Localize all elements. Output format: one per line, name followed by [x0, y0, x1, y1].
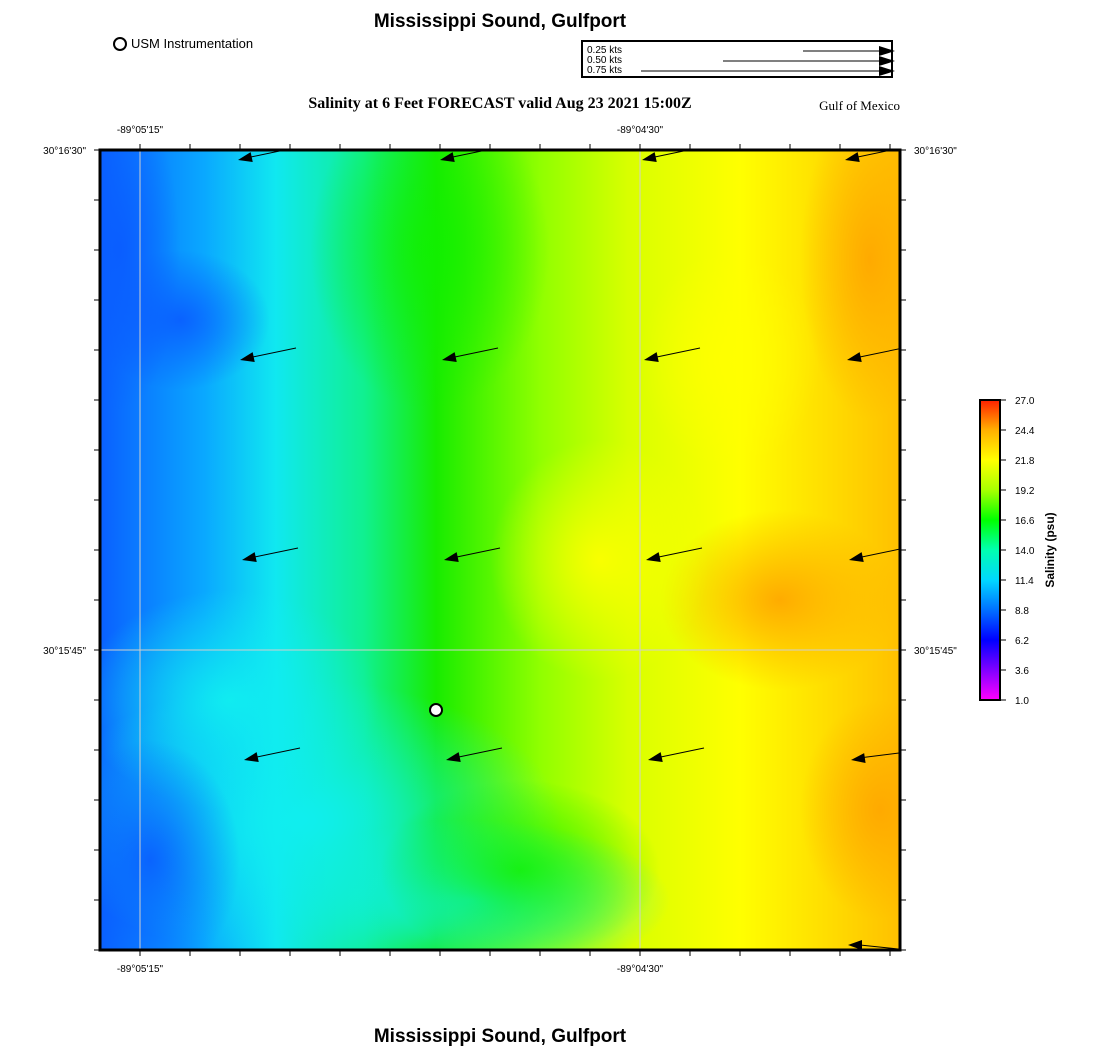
scale-label-025: 0.25 kts	[587, 45, 623, 56]
lat-label-left-1: 30°16'30"	[43, 146, 86, 157]
salinity-colorbar	[980, 400, 1000, 700]
colorbar-ticks	[1000, 396, 1035, 707]
salinity-field	[40, 90, 960, 980]
forecast-subtitle: Salinity at 6 Feet FORECAST valid Aug 23 2021 15:00Z	[308, 95, 692, 112]
scale-label-075: 0.75 kts	[587, 65, 623, 76]
region-label: Gulf of Mexico	[819, 98, 900, 113]
usm-instrument-marker	[430, 704, 442, 716]
lat-label-right-2: 30°15'45"	[914, 646, 957, 657]
lon-label-bottom-2: -89°04'30"	[616, 964, 664, 975]
colorbar-tick-label: 3.6	[1015, 666, 1029, 677]
lon-label-top-1: -89°05'15"	[116, 125, 164, 136]
colorbar-tick-label: 21.8	[1015, 456, 1035, 467]
scale-label-050: 0.50 kts	[587, 55, 623, 66]
colorbar-tick-label: 16.6	[1015, 516, 1035, 527]
colorbar-tick-label: 1.0	[1015, 696, 1029, 707]
colorbar-tick-label: 27.0	[1015, 396, 1035, 407]
map-title-bottom: Mississippi Sound, Gulfport	[373, 1026, 627, 1047]
colorbar-tick-label: 6.2	[1015, 636, 1029, 647]
map-title: Mississippi Sound, Gulfport	[373, 11, 627, 32]
colorbar-tick-label: 14.0	[1015, 546, 1035, 557]
colorbar-tick-label: 19.2	[1015, 486, 1035, 497]
colorbar-tick-label: 8.8	[1015, 606, 1029, 617]
colorbar-tick-label: 11.4	[1015, 576, 1034, 587]
lat-label-right-1: 30°16'30"	[914, 146, 957, 157]
colorbar-tick-label: 24.4	[1015, 426, 1035, 437]
lat-label-left-2: 30°15'45"	[43, 646, 86, 657]
usm-legend-label: USM Instrumentation	[131, 36, 254, 51]
lon-label-bottom-1: -89°05'15"	[116, 964, 164, 975]
colorbar-label: Salinity (psu)	[1043, 512, 1057, 588]
lon-label-top-2: -89°04'30"	[616, 125, 664, 136]
